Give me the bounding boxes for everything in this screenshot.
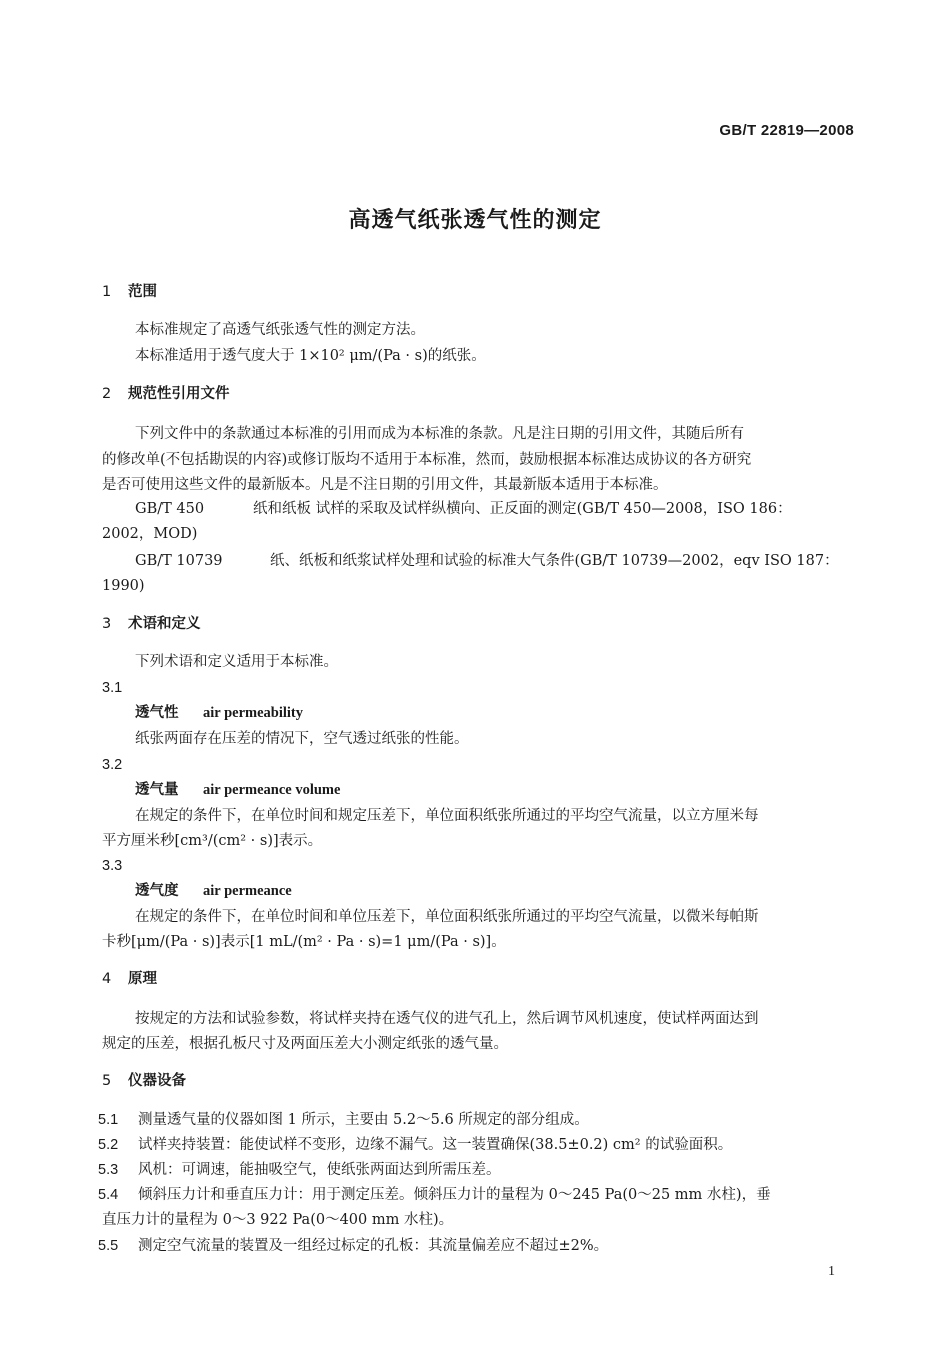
page-title: 高透气纸张透气性的测定 xyxy=(348,208,602,233)
term-definition: 卡秒[μm/(Pa · s)]表示[1 mL/(m² · Pa · s)=1 μm/(Pa · s)]。 xyxy=(102,934,506,950)
item-number: 5.2 xyxy=(98,1137,119,1153)
paragraph-line: 本标准适用于透气度大于 1×10² μm/(Pa · s)的纸张。 xyxy=(135,348,486,364)
standard-number: GB/T 22819—2008 xyxy=(719,122,854,139)
term-entry xyxy=(135,780,340,800)
paragraph-line: 下列文件中的条款通过本标准的引用而成为本标准的条款。凡是注日期的引用文件，其随后所有 xyxy=(135,426,744,442)
term-definition: 纸张两面存在压差的情况下，空气透过纸张的性能。 xyxy=(135,731,469,747)
term-zh: 透气性 xyxy=(135,705,179,721)
term-en: air permeability xyxy=(203,705,304,721)
item-text: 测量透气量的仪器如图 1 所示，主要由 5.2～5.6 所规定的部分组成。 xyxy=(138,1112,589,1128)
reference-title: 纸、纸板和纸浆试样处理和试验的标准大气条件(GB/T 10739—2002，eqv ISO 187： xyxy=(270,553,839,569)
paragraph-line: 的修改单(不包括勘误的内容)或修订版均不适用于本标准，然而，鼓励根据本标准达成协议的各方研究 xyxy=(102,452,752,468)
section-number: 4 xyxy=(102,971,112,987)
list-item xyxy=(98,1110,589,1130)
item-text: 试样夹持装置：能使试样不变形，边缘不漏气。这一装置确保(38.5±0.2) cm² 的试验面积。 xyxy=(138,1137,733,1153)
section-number: 2 xyxy=(102,386,112,402)
term-en: air permeance volume xyxy=(203,782,341,798)
term-definition: 在规定的条件下，在单位时间和规定压差下，单位面积纸张所通过的平均空气流量，以立方厘米每 xyxy=(135,808,759,824)
section-heading-5 xyxy=(102,1071,186,1091)
section-title: 规范性引用文件 xyxy=(128,386,230,402)
page-number: 1 xyxy=(828,1264,835,1279)
item-number: 5.4 xyxy=(98,1187,119,1203)
reference-code: GB/T 10739 xyxy=(135,553,223,569)
section-number: 3 xyxy=(102,616,112,632)
item-number: 5.1 xyxy=(98,1112,119,1128)
list-item xyxy=(98,1236,608,1256)
section-heading-4 xyxy=(102,969,157,989)
paragraph-line: 本标准规定了高透气纸张透气性的测定方法。 xyxy=(135,322,425,338)
section-title: 范围 xyxy=(128,284,157,300)
reference-entry xyxy=(135,499,792,519)
reference-title: 纸和纸板 试样的采取及试样纵横向、正反面的测定(GB/T 450—2008，ISO 186： xyxy=(253,501,792,517)
term-number: 3.3 xyxy=(102,858,123,874)
item-text: 倾斜压力计和垂直压力计：用于测定压差。倾斜压力计的量程为 0～245 Pa(0～25 mm 水柱)，垂 xyxy=(138,1187,771,1203)
term-zh: 透气量 xyxy=(135,782,179,798)
item-number: 5.5 xyxy=(98,1238,119,1254)
section-heading-1 xyxy=(102,282,157,302)
item-text: 风机：可调速，能抽吸空气，使纸张两面达到所需压差。 xyxy=(138,1162,501,1178)
term-definition: 平方厘米秒[cm³/(cm² · s)]表示。 xyxy=(102,833,323,849)
section-title: 原理 xyxy=(128,971,157,987)
paragraph-line: 下列术语和定义适用于本标准。 xyxy=(135,654,338,670)
term-entry xyxy=(135,703,303,723)
paragraph-line: 是否可使用这些文件的最新版本。凡是不注日期的引用文件，其最新版本适用于本标准。 xyxy=(102,477,668,493)
list-item xyxy=(98,1160,501,1180)
list-item xyxy=(98,1185,771,1205)
section-heading-2 xyxy=(102,384,230,404)
term-entry xyxy=(135,881,292,901)
section-number: 1 xyxy=(102,284,112,300)
paragraph-line: 直压力计的量程为 0～3 922 Pa(0～400 mm 水柱)。 xyxy=(102,1212,454,1228)
term-number: 3.2 xyxy=(102,757,123,773)
term-zh: 透气度 xyxy=(135,883,179,899)
item-number: 5.3 xyxy=(98,1162,119,1178)
section-title: 仪器设备 xyxy=(128,1073,186,1089)
list-item xyxy=(98,1135,732,1155)
paragraph-line: 1990) xyxy=(102,578,145,594)
term-number: 3.1 xyxy=(102,680,123,696)
term-en: air permeance xyxy=(203,883,292,899)
term-definition: 在规定的条件下，在单位时间和单位压差下，单位面积纸张所通过的平均空气流量，以微米每帕斯 xyxy=(135,909,759,925)
section-number: 5 xyxy=(102,1073,112,1089)
section-title: 术语和定义 xyxy=(128,616,201,632)
item-text: 测定空气流量的装置及一组经过标定的孔板：其流量偏差应不超过±2%。 xyxy=(138,1238,609,1254)
reference-code: GB/T 450 xyxy=(135,501,205,517)
reference-entry xyxy=(135,551,839,571)
paragraph-line: 按规定的方法和试验参数，将试样夹持在透气仪的进气孔上，然后调节风机速度，使试样两面达到 xyxy=(135,1011,759,1027)
section-heading-3 xyxy=(102,614,201,634)
paragraph-line: 2002，MOD) xyxy=(102,526,198,542)
paragraph-line: 规定的压差，根据孔板尺寸及两面压差大小测定纸张的透气量。 xyxy=(102,1036,508,1052)
